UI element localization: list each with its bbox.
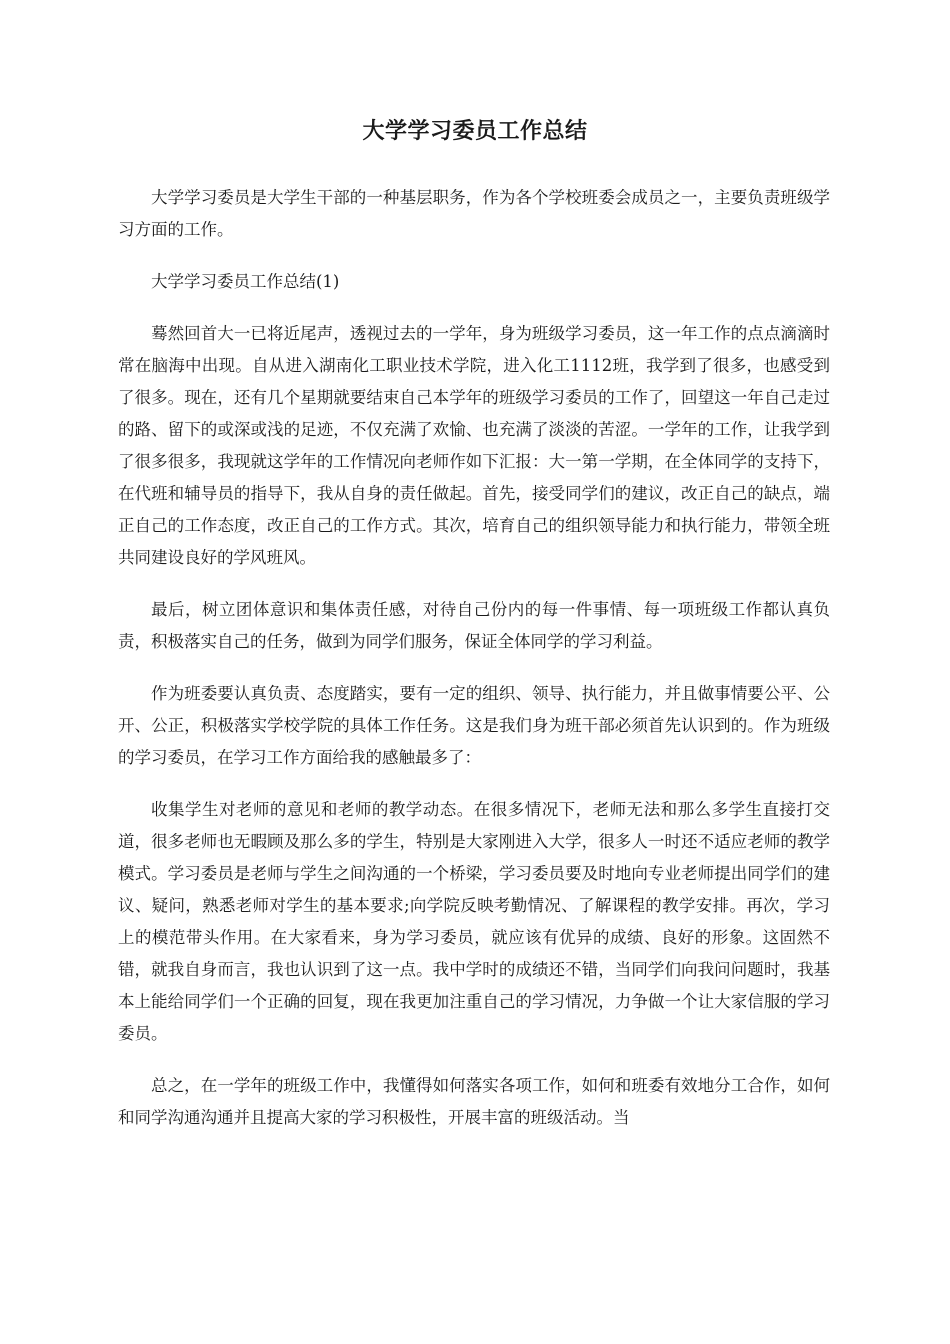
- paragraph-subtitle: 大学学习委员工作总结(1): [151, 272, 340, 291]
- paragraph: 最后，树立团体意识和集体责任感，对待自己份内的每一件事情、每一项班级工作都认真负责，积极落实自己的任务，做到为同学们服务，保证全体同学的学习利益。: [118, 600, 830, 651]
- document-body: [118, 182, 830, 1154]
- paragraph: 收集学生对老师的意见和老师的教学动态。在很多情况下，老师无法和那么多学生直接打交道，很多老师也无暇顾及那么多的学生，特别是大家刚进入大学，很多人一时还不适应老师的教学模式。学习委员是老师与学生之间沟通的一个桥梁，学习委员要及时地向专业老师提出同学们的建议、疑问，熟悉老师对学生的基本要求;向学院反映考勤情况、了解课程的教学安排。再次，学习上的模范带头作用。在大家看来，身为学习委员，就应该有优异的成绩、良好的形象。这固然不错，就我自身而言，我也认识到了这一点。我中学时的成绩还不错，当同学们向我问问题时，我基本上能给同学们一个正确的回复，现在我更加注重自己的学习情况，力争做一个让大家信服的学习委员。: [118, 800, 830, 1043]
- paragraph: 蓦然回首大一已将近尾声，透视过去的一学年，身为班级学习委员，这一年工作的点点滴滴时常在脑海中出现。自从进入湖南化工职业技术学院，进入化工1112班，我学到了很多，也感受到了很多。现在，还有几个星期就要结束自己本学年的班级学习委员的工作了，回望这一年自己走过的路、留下的或深或浅的足迹，不仅充满了欢愉、也充满了淡淡的苦涩。一学年的工作，让我学到了很多很多，我现就这学年的工作情况向老师作如下汇报：大一第一学期，在全体同学的支持下，在代班和辅导员的指导下，我从自身的责任做起。首先，接受同学们的建议，改正自己的缺点，端正自己的工作态度，改正自己的工作方式。其次，培育自己的组织领导能力和执行能力，带领全班共同建设良好的学风班风。: [118, 324, 830, 567]
- paragraph: 总之，在一学年的班级工作中，我懂得如何落实各项工作，如何和班委有效地分工合作，如何和同学沟通沟通并且提高大家的学习积极性，开展丰富的班级活动。当: [118, 1076, 830, 1127]
- paragraph: 作为班委要认真负责、态度踏实，要有一定的组织、领导、执行能力，并且做事情要公平、公开、公正，积极落实学校学院的具体工作任务。这是我们身为班干部必须首先认识到的。作为班级的学习委员，在学习工作方面给我的感触最多了：: [118, 684, 830, 767]
- paragraph-intro: 大学学习委员是大学生干部的一种基层职务，作为各个学校班委会成员之一，主要负责班级学习方面的工作。: [118, 188, 830, 239]
- document-title: 大学学习委员工作总结: [362, 118, 588, 144]
